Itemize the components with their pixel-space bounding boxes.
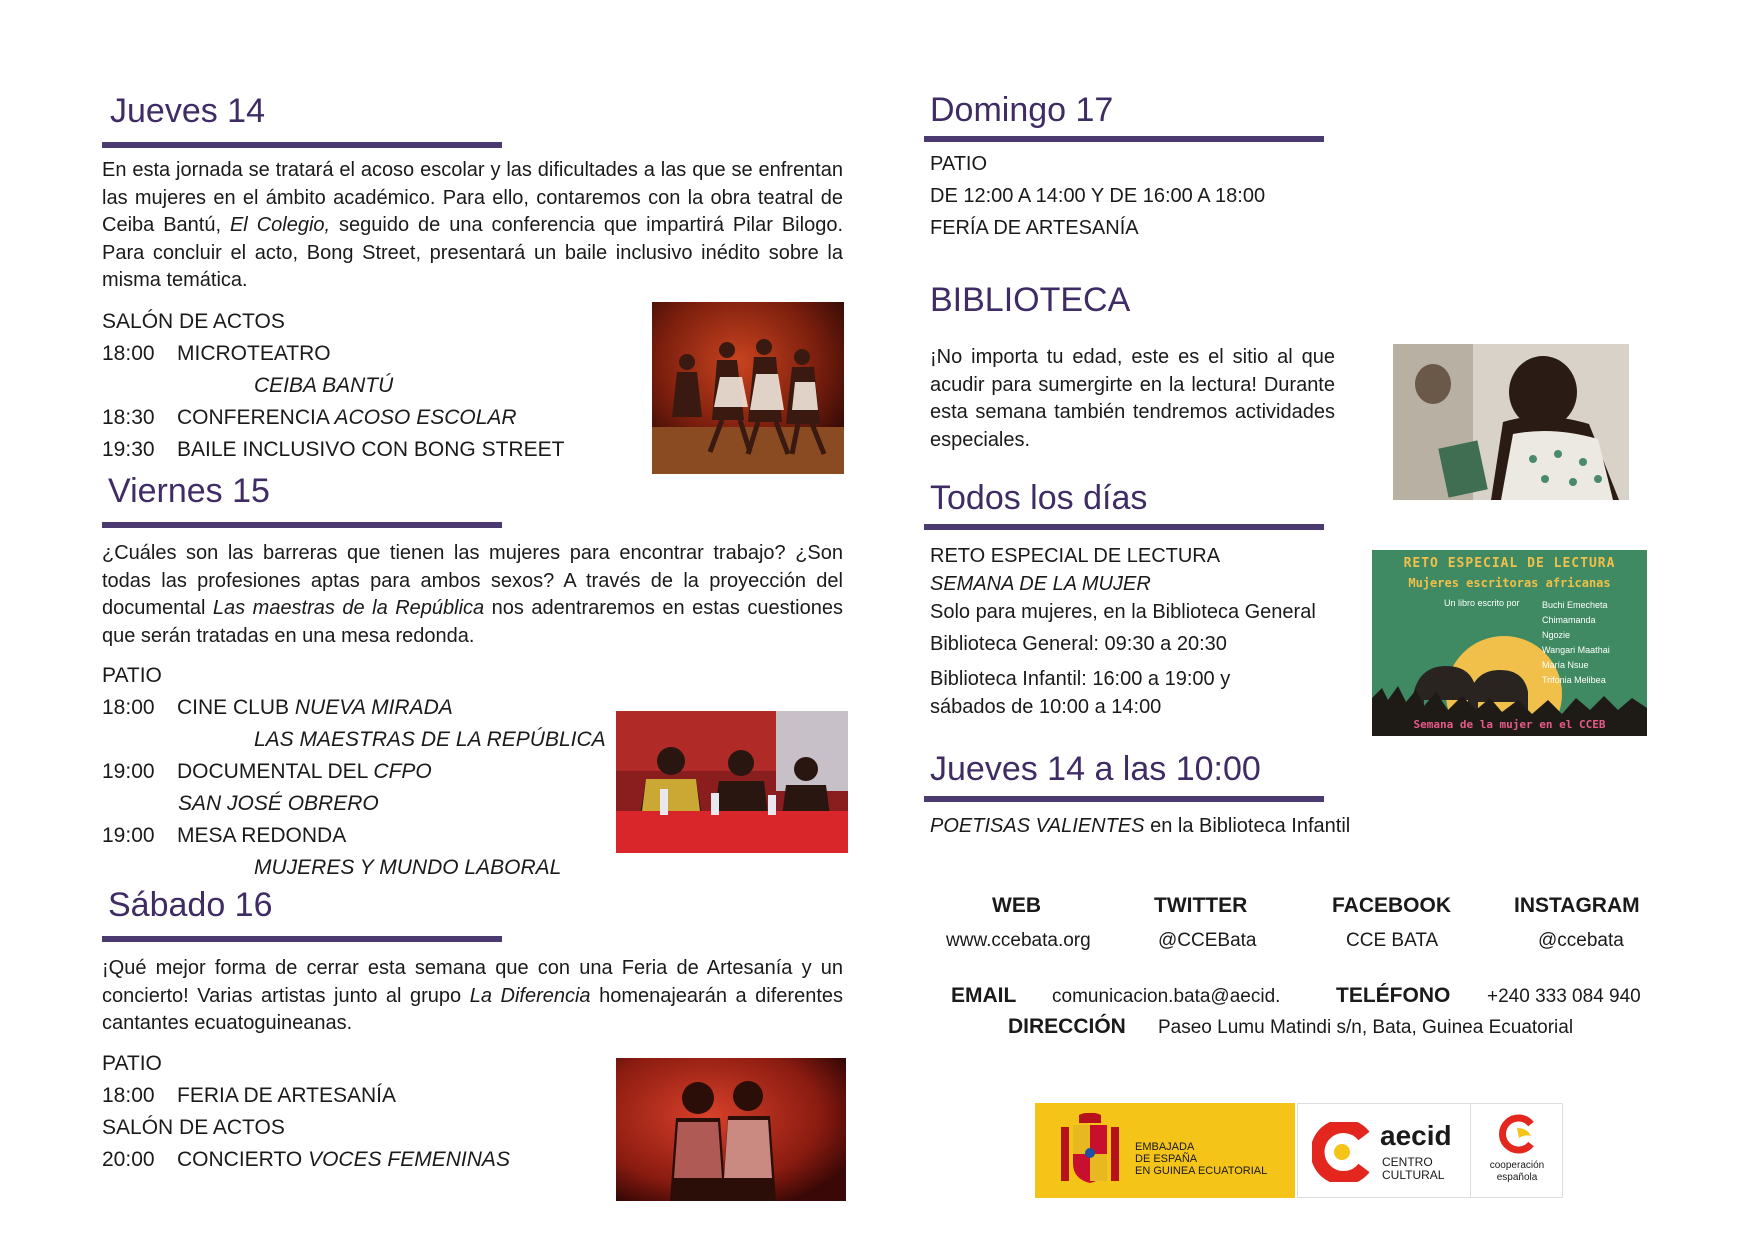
jueves-lectura-rule	[924, 796, 1324, 802]
poster-author: Ngozie	[1542, 630, 1571, 640]
todos-sabados: sábados de 10:00 a 14:00	[930, 696, 1162, 718]
facebook-page[interactable]: CCE BATA	[1346, 930, 1439, 951]
domingo-hours: DE 12:00 A 14:00 Y DE 16:00 A 18:00	[930, 185, 1266, 207]
viernes-event-2-sub: SAN JOSÉ OBRERO	[178, 792, 379, 815]
viernes-event-2: 19:00 DOCUMENTAL DEL CFPO	[102, 760, 432, 783]
poster-title: RETO ESPECIAL DE LECTURA	[1403, 556, 1616, 571]
twitter-heading: TWITTER	[1154, 894, 1248, 917]
instagram-heading: INSTAGRAM	[1514, 894, 1640, 917]
centro-line-1: CENTRO	[1382, 1155, 1433, 1169]
viernes-event-1-sub: LAS MAESTRAS DE LA REPÚBLICA	[254, 728, 606, 751]
web-heading: WEB	[992, 894, 1041, 917]
viernes-event-3: 19:00 MESA REDONDA	[102, 824, 347, 847]
todos-reto: RETO ESPECIAL DE LECTURA	[930, 545, 1221, 567]
cooperacion-icon	[1497, 1114, 1537, 1154]
jueves-event-2: 18:30 CONFERENCIA ACOSO ESCOLAR	[102, 406, 517, 429]
todos-semana: SEMANA DE LA MUJER	[930, 573, 1151, 595]
instagram-handle[interactable]: @ccebata	[1538, 930, 1624, 951]
telefono-number[interactable]: +240 333 084 940	[1487, 986, 1641, 1007]
sabado-event-2: 20:00 CONCIERTO VOCES FEMENINAS	[102, 1148, 510, 1171]
telefono-heading: TELÉFONO	[1336, 984, 1451, 1007]
jueves-description: En esta jornada se tratará el acoso escolar y las dificultades a las que se enfrentan las mujeres en el ámbito académico. Para ello, contaremos con la obra teatral de Ceiba Bantú, El Colegio, seguido de una conferencia que impartirá Pilar Bilogo. Para concluir el acto, Bong Street, presentará un baile inclusivo inédito sobre la misma temática.	[102, 159, 843, 291]
jueves-rule	[102, 142, 502, 148]
todos-horario-infantil: Biblioteca Infantil: 16:00 a 19:00 y	[930, 668, 1231, 690]
embajada-line-2: DE ESPAÑA	[1135, 1153, 1198, 1165]
todos-horario-general: Biblioteca General: 09:30 a 20:30	[930, 633, 1227, 655]
dance-photo	[652, 302, 844, 474]
cooperacion-logo	[1471, 1103, 1563, 1198]
poster-subtitle: Mujeres escritoras africanas	[1408, 576, 1611, 590]
sabado-venue-1: PATIO	[102, 1052, 162, 1075]
facebook-heading: FACEBOOK	[1332, 894, 1452, 917]
panel-photo	[616, 711, 848, 853]
jueves-lectura-text: POETISAS VALIENTES en la Biblioteca Infantil	[930, 815, 1351, 837]
coop-line-2: española	[1496, 1172, 1538, 1183]
web-link[interactable]: www.ccebata.org	[946, 930, 1091, 951]
poster-author: Buchi Emecheta	[1542, 600, 1608, 610]
jueves-event-1: 18:00 MICROTEATRO	[102, 342, 331, 365]
viernes-event-3-sub: MUJERES Y MUNDO LABORAL	[254, 856, 562, 879]
email-heading: EMAIL	[951, 984, 1017, 1007]
poster-author: Chimamanda	[1542, 615, 1596, 625]
embajada-line-1: EMBAJADA	[1135, 1141, 1195, 1153]
aecid-c-icon	[1312, 1122, 1372, 1182]
todos-solo-mujeres: Solo para mujeres, en la Biblioteca General	[930, 601, 1316, 623]
embajada-line-3: EN GUINEA ECUATORIAL	[1135, 1165, 1268, 1177]
aecid-wordmark: aecid	[1380, 1120, 1452, 1151]
poster-footer: Semana de la mujer en el CCEB	[1413, 718, 1606, 731]
email-address[interactable]: comunicacion.bata@aecid.	[1052, 986, 1281, 1007]
direccion-heading: DIRECCIÓN	[1008, 1015, 1126, 1038]
jueves-event-1-sub: CEIBA BANTÚ	[254, 374, 394, 397]
aecid-logo	[1297, 1103, 1471, 1198]
domingo-title: Domingo 17	[930, 91, 1114, 129]
concert-photo	[616, 1058, 846, 1201]
poster-author: Trifonia Melibea	[1542, 675, 1606, 685]
viernes-title: Viernes 15	[108, 472, 270, 510]
domingo-rule	[924, 136, 1324, 142]
sabado-description: ¡Qué mejor forma de cerrar esta semana que con una Feria de Artesanía y un concierto! Varias artistas junto al grupo La Diferencia homenajearán a diferentes cantantes ecuatoguineanas.	[102, 957, 843, 1034]
domingo-event: FERÍA DE ARTESANÍA	[930, 217, 1139, 239]
jueves-venue: SALÓN DE ACTOS	[102, 310, 285, 333]
coat-of-arms-icon	[1055, 1113, 1125, 1189]
twitter-handle[interactable]: @CCEBata	[1158, 930, 1257, 951]
poster-author: Wangari Maathai	[1542, 645, 1610, 655]
poster-authors	[1542, 598, 1610, 688]
sabado-title: Sábado 16	[108, 886, 273, 924]
todos-title: Todos los días	[930, 479, 1148, 517]
poster-by: Un libro escrito por	[1444, 598, 1520, 608]
coop-line-1: cooperación	[1489, 1160, 1545, 1171]
centro-line-2: CULTURAL	[1382, 1168, 1445, 1182]
embajada-logo	[1035, 1103, 1295, 1198]
jueves-title: Jueves 14	[110, 92, 265, 130]
domingo-venue: PATIO	[930, 153, 988, 175]
biblioteca-description: ¡No importa tu edad, este es el sitio al que acudir para sumergirte en la lectura! Durante esta semana también tendremos actividades especiales.	[930, 346, 1335, 451]
todos-rule	[924, 524, 1324, 530]
direccion-address: Paseo Lumu Matindi s/n, Bata, Guinea Ecuatorial	[1158, 1017, 1574, 1038]
reading-challenge-poster	[1372, 550, 1647, 736]
jueves-lectura-title: Jueves 14 a las 10:00	[930, 750, 1261, 788]
sabado-rule	[102, 936, 502, 942]
viernes-rule	[102, 522, 502, 528]
viernes-venue: PATIO	[102, 664, 162, 687]
viernes-event-1: 18:00 CINE CLUB NUEVA MIRADA	[102, 696, 453, 719]
sabado-event-1: 18:00 FERIA DE ARTESANÍA	[102, 1084, 397, 1107]
biblioteca-title: BIBLIOTECA	[930, 281, 1131, 319]
poster-author: María Nsue	[1542, 660, 1589, 670]
viernes-description: ¿Cuáles son las barreras que tienen las mujeres para encontrar trabajo? ¿Son todas las profesiones aptas para ambos sexos? A través de la proyección del documental Las maestras de la República nos adentraremos en estas cuestiones que serán tratadas en una mesa redonda.	[102, 542, 843, 647]
reading-photo	[1393, 344, 1629, 500]
jueves-event-3: 19:30 BAILE INCLUSIVO CON BONG STREET	[102, 438, 565, 461]
sabado-venue-2: SALÓN DE ACTOS	[102, 1116, 285, 1139]
